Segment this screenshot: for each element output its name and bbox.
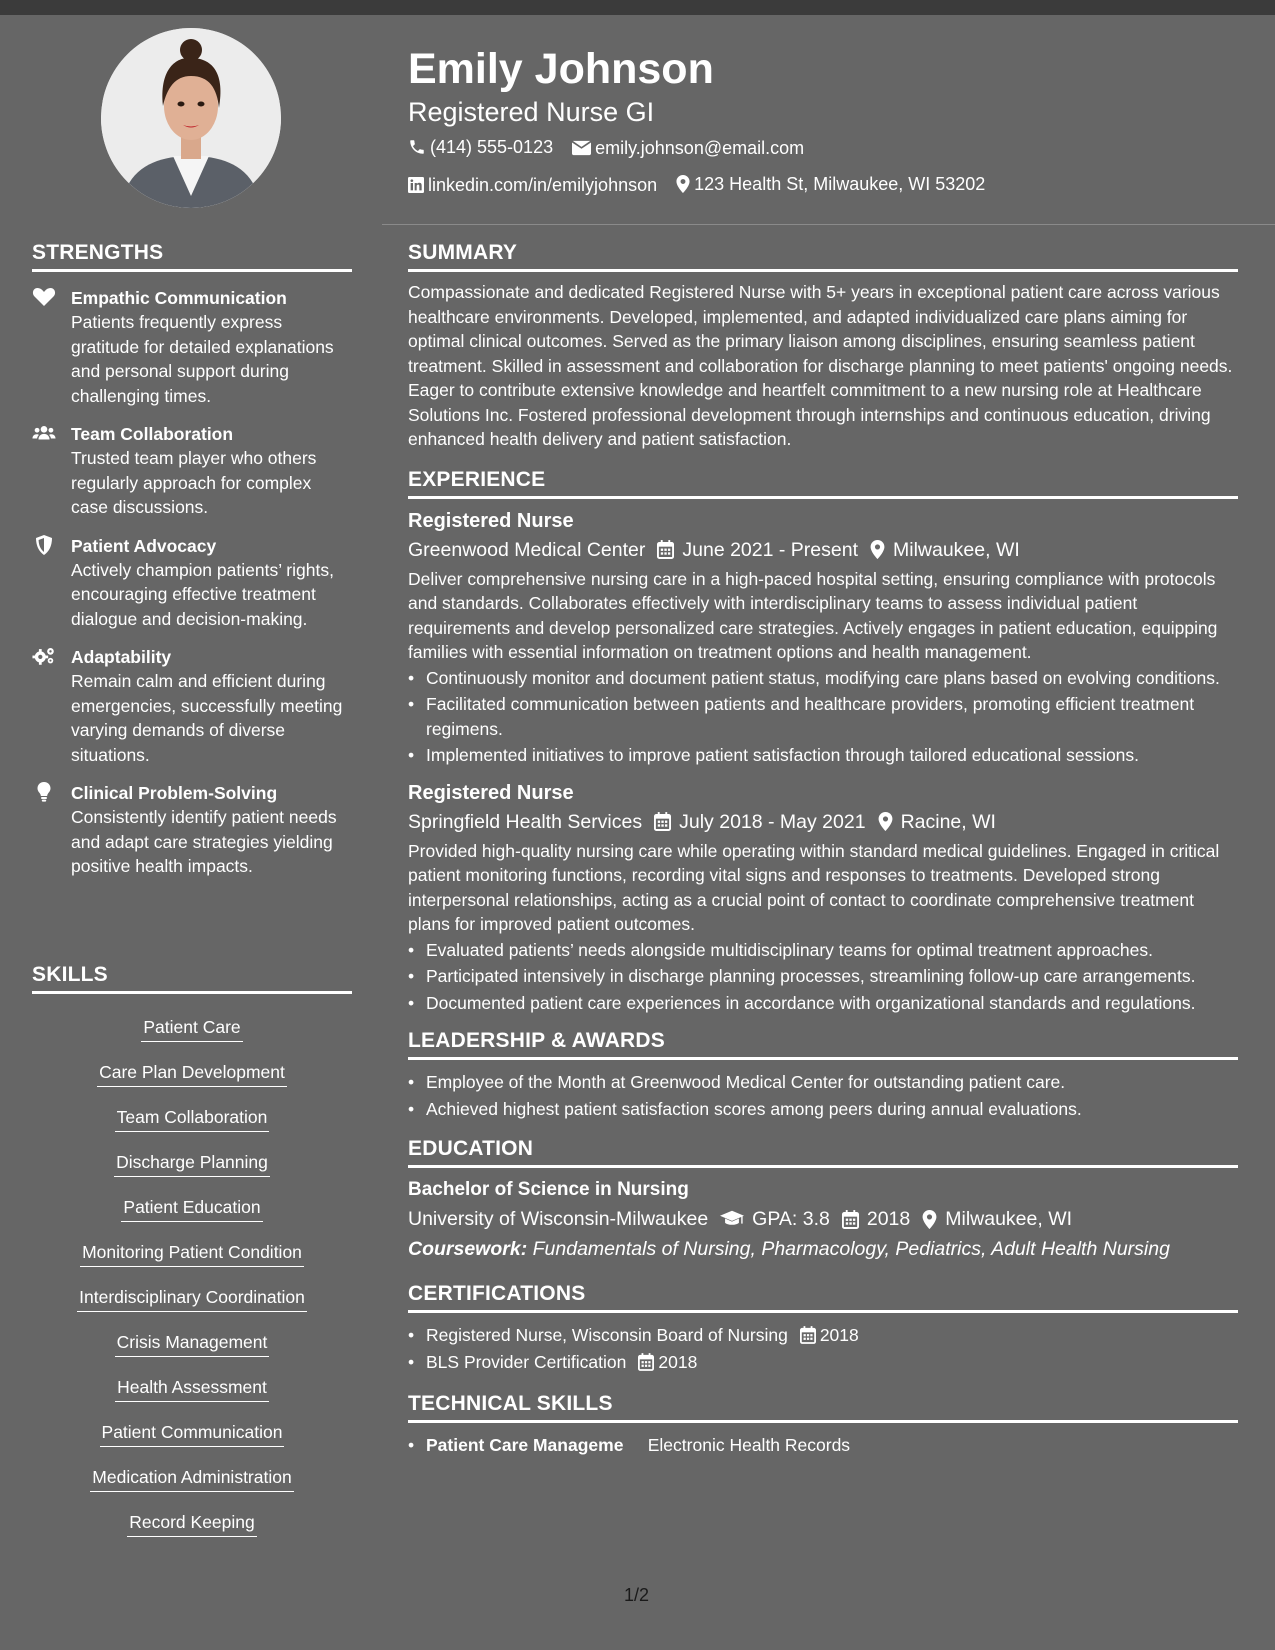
summary-text: Compassionate and dedicated Registered Nurse with 5+ years in exceptional patient care across various healthcare environments. Developed, implemented, and adapted individualized care plans aiming for optimal clinical outcomes. Served as the primary liaison among disciplines, ensuring seamless patient treatment. Skilled in assessment and collaboration for discharge planning to meet patients' ongoing needs. Eager to contribute extensive knowledge and heartfelt commitment to a new nursing role at Healthcare Solutions Inc. Fostered professional development through internships and continuous education, driving enhanced health delivery and patient satisfaction. (408, 282, 1233, 449)
calendar-icon (654, 812, 671, 831)
main-column (408, 241, 1238, 1460)
coursework-label: Coursework: (408, 1238, 528, 1260)
skill-tag: Patient Care (141, 1015, 242, 1042)
experience-section (408, 468, 1238, 1016)
header-divider (382, 224, 1275, 225)
skill-tag: Record Keeping (127, 1510, 257, 1537)
gears-icon (32, 646, 56, 666)
skill-tag: Discharge Planning (114, 1150, 270, 1177)
job-location: Milwaukee, WI (893, 538, 1020, 561)
section-title: LEADERSHIP & AWARDS (408, 1029, 1238, 1060)
address-contact: 123 Health St, Milwaukee, WI 53202 (676, 168, 985, 200)
section-title: CERTIFICATIONS (408, 1282, 1238, 1313)
resume-header (408, 43, 1238, 203)
strength-item (32, 534, 352, 632)
section-title: STRENGTHS (32, 241, 352, 272)
list-item: • Implemented initiatives to improve patient satisfaction through tailored educational sessions. (408, 743, 1238, 768)
calendar-icon (638, 1353, 654, 1371)
page-number: 1/2 (624, 1585, 650, 1605)
skill-list (32, 1000, 352, 1540)
email-contact: emily.johnson@email.com (572, 132, 804, 164)
job-entry (408, 507, 1238, 768)
leadership-section (408, 1029, 1238, 1121)
gpa: GPA: 3.8 (752, 1208, 830, 1230)
job-bullets (408, 938, 1238, 1016)
section-title: EXPERIENCE (408, 468, 1238, 499)
list-item: • Documented patient care experiences in accordance with organizational standards and regulations. (408, 991, 1238, 1016)
education-section (408, 1137, 1238, 1264)
list-item: • Employee of the Month at Greenwood Medical Center for outstanding patient care. (408, 1070, 1238, 1095)
envelope-icon (572, 140, 591, 156)
calendar-icon (800, 1326, 816, 1344)
person-portrait-icon (101, 28, 281, 208)
list-item (408, 1433, 1238, 1458)
strengths-section (32, 241, 352, 879)
strength-title: Team Collaboration (71, 424, 234, 444)
strength-title: Patient Advocacy (71, 535, 217, 556)
job-dates: July 2018 - May 2021 (679, 810, 866, 833)
list-item: • Participated intensively in discharge planning processes, streamlining follow-up care arrangements. (408, 964, 1238, 989)
map-pin-icon (922, 1210, 937, 1229)
linkedin-contact: linkedin.com/in/emilyjohnson (408, 169, 657, 201)
certification-name: • Registered Nurse, Wisconsin Board of Nursing (426, 1325, 788, 1345)
job-company: Greenwood Medical Center (408, 538, 646, 561)
resume-page (0, 15, 1275, 1650)
technical-label: Patient Care Manageme (426, 1435, 624, 1455)
coursework (408, 1234, 1238, 1264)
certification-year: 2018 (658, 1351, 698, 1372)
section-title: SUMMARY (408, 241, 1238, 272)
top-bar (0, 0, 1275, 15)
skill-tag: Team Collaboration (115, 1105, 270, 1132)
certifications-section (408, 1282, 1238, 1374)
strength-desc: Remain calm and efficient during emergencies, successfully meeting varying demands of diverse situations. (71, 671, 343, 765)
skill-tag: Medication Administration (90, 1465, 293, 1492)
job-location: Racine, WI (900, 810, 996, 833)
job-description: Provided high-quality nursing care while operating within standard medical guidelines. Engaged in critical patient monitoring functions, recording vital signs and responses to treatments. Developed strong interpersonal relationships, acting as a crucial point of contact to coordinate comprehensive treatment plans for improved patient outcomes. (408, 840, 1220, 934)
job-bullets (408, 666, 1238, 768)
list-item (408, 1350, 1238, 1375)
list-item: • Achieved highest patient satisfaction scores among peers during annual evaluations. (408, 1097, 1238, 1122)
technical-value: Electronic Health Records (647, 1435, 851, 1455)
strength-desc: Actively champion patients’ rights, encouraging effective treatment dialogue and decision-making. (71, 559, 334, 629)
leadership-list (408, 1070, 1238, 1121)
contact-line-1 (408, 131, 1238, 166)
summary-section (408, 241, 1238, 452)
section-title: TECHNICAL SKILLS (408, 1392, 1238, 1423)
calendar-icon (842, 1210, 859, 1229)
certification-list (408, 1323, 1238, 1374)
section-title: SKILLS (32, 963, 352, 994)
job-title: Registered Nurse (408, 781, 574, 804)
job-dates: June 2021 - Present (682, 538, 858, 561)
list-item (408, 1323, 1238, 1348)
map-pin-icon (878, 812, 893, 831)
job-entry (408, 779, 1238, 1016)
technical-list (408, 1433, 1238, 1458)
graduation-cap-icon (720, 1210, 744, 1228)
linkedin-icon (408, 177, 424, 193)
certification-year: 2018 (819, 1325, 859, 1345)
phone-contact: (414) 555-0123 (408, 131, 553, 163)
job-meta (408, 535, 1238, 565)
education-meta (408, 1204, 1238, 1234)
job-company: Springfield Health Services (408, 810, 643, 833)
lightbulb-icon (32, 782, 56, 802)
strength-title: Empathic Communication (71, 288, 287, 308)
strength-desc: Patients frequently express gratitude for detailed explanations and personal support during challenging times. (71, 312, 334, 406)
skill-tag: Patient Education (121, 1195, 262, 1222)
map-pin-icon (676, 175, 690, 193)
skill-tag: Care Plan Development (97, 1060, 287, 1087)
skill-tag: Interdisciplinary Coordination (77, 1285, 307, 1312)
users-icon (32, 423, 56, 443)
heart-icon (32, 287, 56, 307)
calendar-icon (657, 540, 674, 559)
strength-item (32, 781, 352, 879)
job-meta (408, 807, 1238, 837)
job-title: Registered Nurse (408, 509, 574, 532)
skill-tag: Crisis Management (115, 1330, 270, 1357)
school-location: Milwaukee, WI (945, 1208, 1073, 1230)
list-item: • Facilitated communication between patients and healthcare providers, promoting efficient treatment regimens. (408, 692, 1238, 741)
school-name: University of Wisconsin-Milwaukee (408, 1208, 709, 1230)
technical-skills-section (408, 1392, 1238, 1458)
candidate-name: Emily Johnson (408, 45, 714, 93)
list-item: • Continuously monitor and document patient status, modifying care plans based on evolving conditions. (408, 666, 1238, 691)
job-description: Deliver comprehensive nursing care in a high-paced hospital setting, ensuring compliance with protocols and standards. Collaborates effectively with interdisciplinary teams to assess individual patient requirements and develop personalized care strategies. Actively engages in patient education, equipping families with essential information on treatment options and health management. (408, 568, 1218, 662)
shield-icon (32, 535, 56, 555)
strength-item (32, 422, 352, 520)
strength-title: Adaptability (71, 647, 172, 667)
degree-title: Bachelor of Science in Nursing (408, 1179, 689, 1200)
strength-item (32, 286, 352, 408)
skill-tag: Health Assessment (115, 1375, 269, 1402)
section-title: EDUCATION (408, 1137, 1238, 1168)
skill-tag: Patient Communication (100, 1420, 285, 1447)
skills-section (32, 963, 352, 1540)
contact-line-2 (408, 168, 1238, 203)
strength-item (32, 645, 352, 767)
candidate-role: Registered Nurse GI (408, 97, 655, 127)
strength-desc: Consistently identify patient needs and adapt care strategies yielding positive health impacts. (71, 807, 337, 876)
skill-tag: Monitoring Patient Condition (80, 1240, 304, 1267)
certification-name: • BLS Provider Certification (426, 1351, 627, 1372)
strength-title: Clinical Problem-Solving (71, 783, 278, 803)
strength-desc: Trusted team player who others regularly approach for complex case discussions. (71, 448, 317, 517)
graduation-year: 2018 (866, 1208, 911, 1230)
profile-photo (101, 28, 281, 208)
list-item: • Evaluated patients’ needs alongside multidisciplinary teams for optimal treatment approaches. (408, 938, 1238, 963)
map-pin-icon (870, 540, 885, 559)
coursework-list: Fundamentals of Nursing, Pharmacology, Pediatrics, Adult Health Nursing (532, 1238, 1170, 1260)
phone-icon (408, 138, 426, 156)
